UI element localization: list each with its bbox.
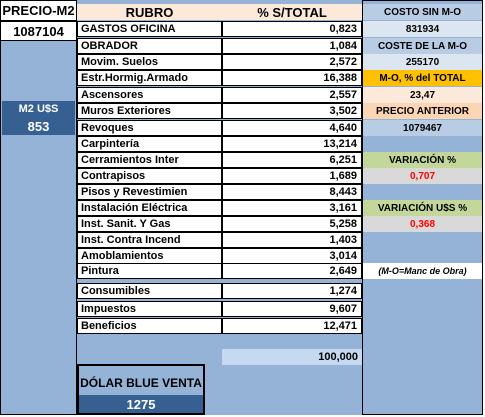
precio-anterior-label: PRECIO ANTERIOR: [363, 103, 482, 119]
precio-anterior-value: 1079467: [363, 120, 482, 136]
row-label: Cerramientos Inter: [77, 152, 222, 168]
precio-m2-value: 1087104: [0, 21, 77, 41]
row-label: Ascensores: [77, 87, 222, 103]
row-value: 6,251: [222, 152, 362, 168]
row-value: 5,258: [222, 216, 362, 232]
variacion-label: VARIACIÓN %: [363, 152, 482, 168]
left-column-bg: [0, 0, 77, 415]
coste-mo-label: COSTE DE LA M-O: [363, 38, 482, 54]
m2-usd-label: M2 U$S: [2, 101, 75, 117]
variacion-value: 0,707: [363, 168, 482, 184]
precio-m2-label: PRECIO-M2: [0, 0, 77, 21]
row-label: Contrapisos: [77, 168, 222, 184]
row-value: 9,607: [222, 301, 362, 317]
row-value: 8,443: [222, 184, 362, 200]
row-label: Muros Exteriores: [77, 103, 222, 119]
dolar-label: DÓLAR BLUE VENTA: [80, 376, 202, 390]
row-value: 2,649: [222, 263, 362, 279]
row-value: 1,084: [222, 38, 362, 54]
row-label: Consumibles: [77, 283, 222, 299]
variacion-usd-value: 0,368: [363, 216, 482, 232]
row-label: Pintura: [77, 263, 222, 279]
mo-pct-value: 23,47: [363, 87, 482, 103]
row-label: Revoques: [77, 120, 222, 136]
dolar-value: 1275: [79, 395, 203, 413]
m2-usd-value: 853: [2, 117, 75, 135]
row-value: 12,471: [222, 318, 362, 334]
row-label: GASTOS OFICINA: [77, 21, 222, 37]
row-label: Beneficios: [77, 318, 222, 334]
row-value: 13,214: [222, 136, 362, 152]
row-label: Pisos y Revestimien: [77, 184, 222, 200]
mo-pct-label: M-O, % del TOTAL: [363, 70, 482, 86]
row-value: 3,161: [222, 200, 362, 216]
row-label: Impuestos: [77, 301, 222, 317]
row-value: 0,823: [222, 21, 362, 37]
row-label: Instalación Eléctrica: [77, 200, 222, 216]
row-label: Estr.Hormig.Armado: [77, 70, 222, 86]
row-value: 3,014: [222, 248, 362, 264]
row-value: 4,640: [222, 120, 362, 136]
total-value: 100,000: [222, 349, 362, 365]
row-label: Movim. Suelos: [77, 54, 222, 70]
row-value: 2,572: [222, 54, 362, 70]
row-label: Inst. Sanit. Y Gas: [77, 216, 222, 232]
row-label: Amoblamientos: [77, 248, 222, 264]
row-value: 16,388: [222, 70, 362, 86]
costo-sin-mo-value: 831934: [363, 21, 482, 37]
row-label: Carpintería: [77, 136, 222, 152]
row-label: Inst. Contra Incend: [77, 232, 222, 248]
costo-sin-mo-label: COSTO SIN M-O: [363, 4, 482, 20]
variacion-usd-label: VARIACIÓN U$S %: [363, 200, 482, 216]
row-value: 3,502: [222, 103, 362, 119]
row-value: 1,689: [222, 168, 362, 184]
mo-note: (M-O=Manc de Obra): [363, 263, 482, 279]
row-label: OBRADOR: [77, 38, 222, 54]
coste-mo-value: 255170: [363, 54, 482, 70]
header-rubro: RUBRO: [77, 4, 222, 20]
row-value: 2,557: [222, 87, 362, 103]
header-pct: % S/TOTAL: [222, 4, 362, 20]
row-value: 1,274: [222, 283, 362, 299]
row-value: 1,403: [222, 232, 362, 248]
